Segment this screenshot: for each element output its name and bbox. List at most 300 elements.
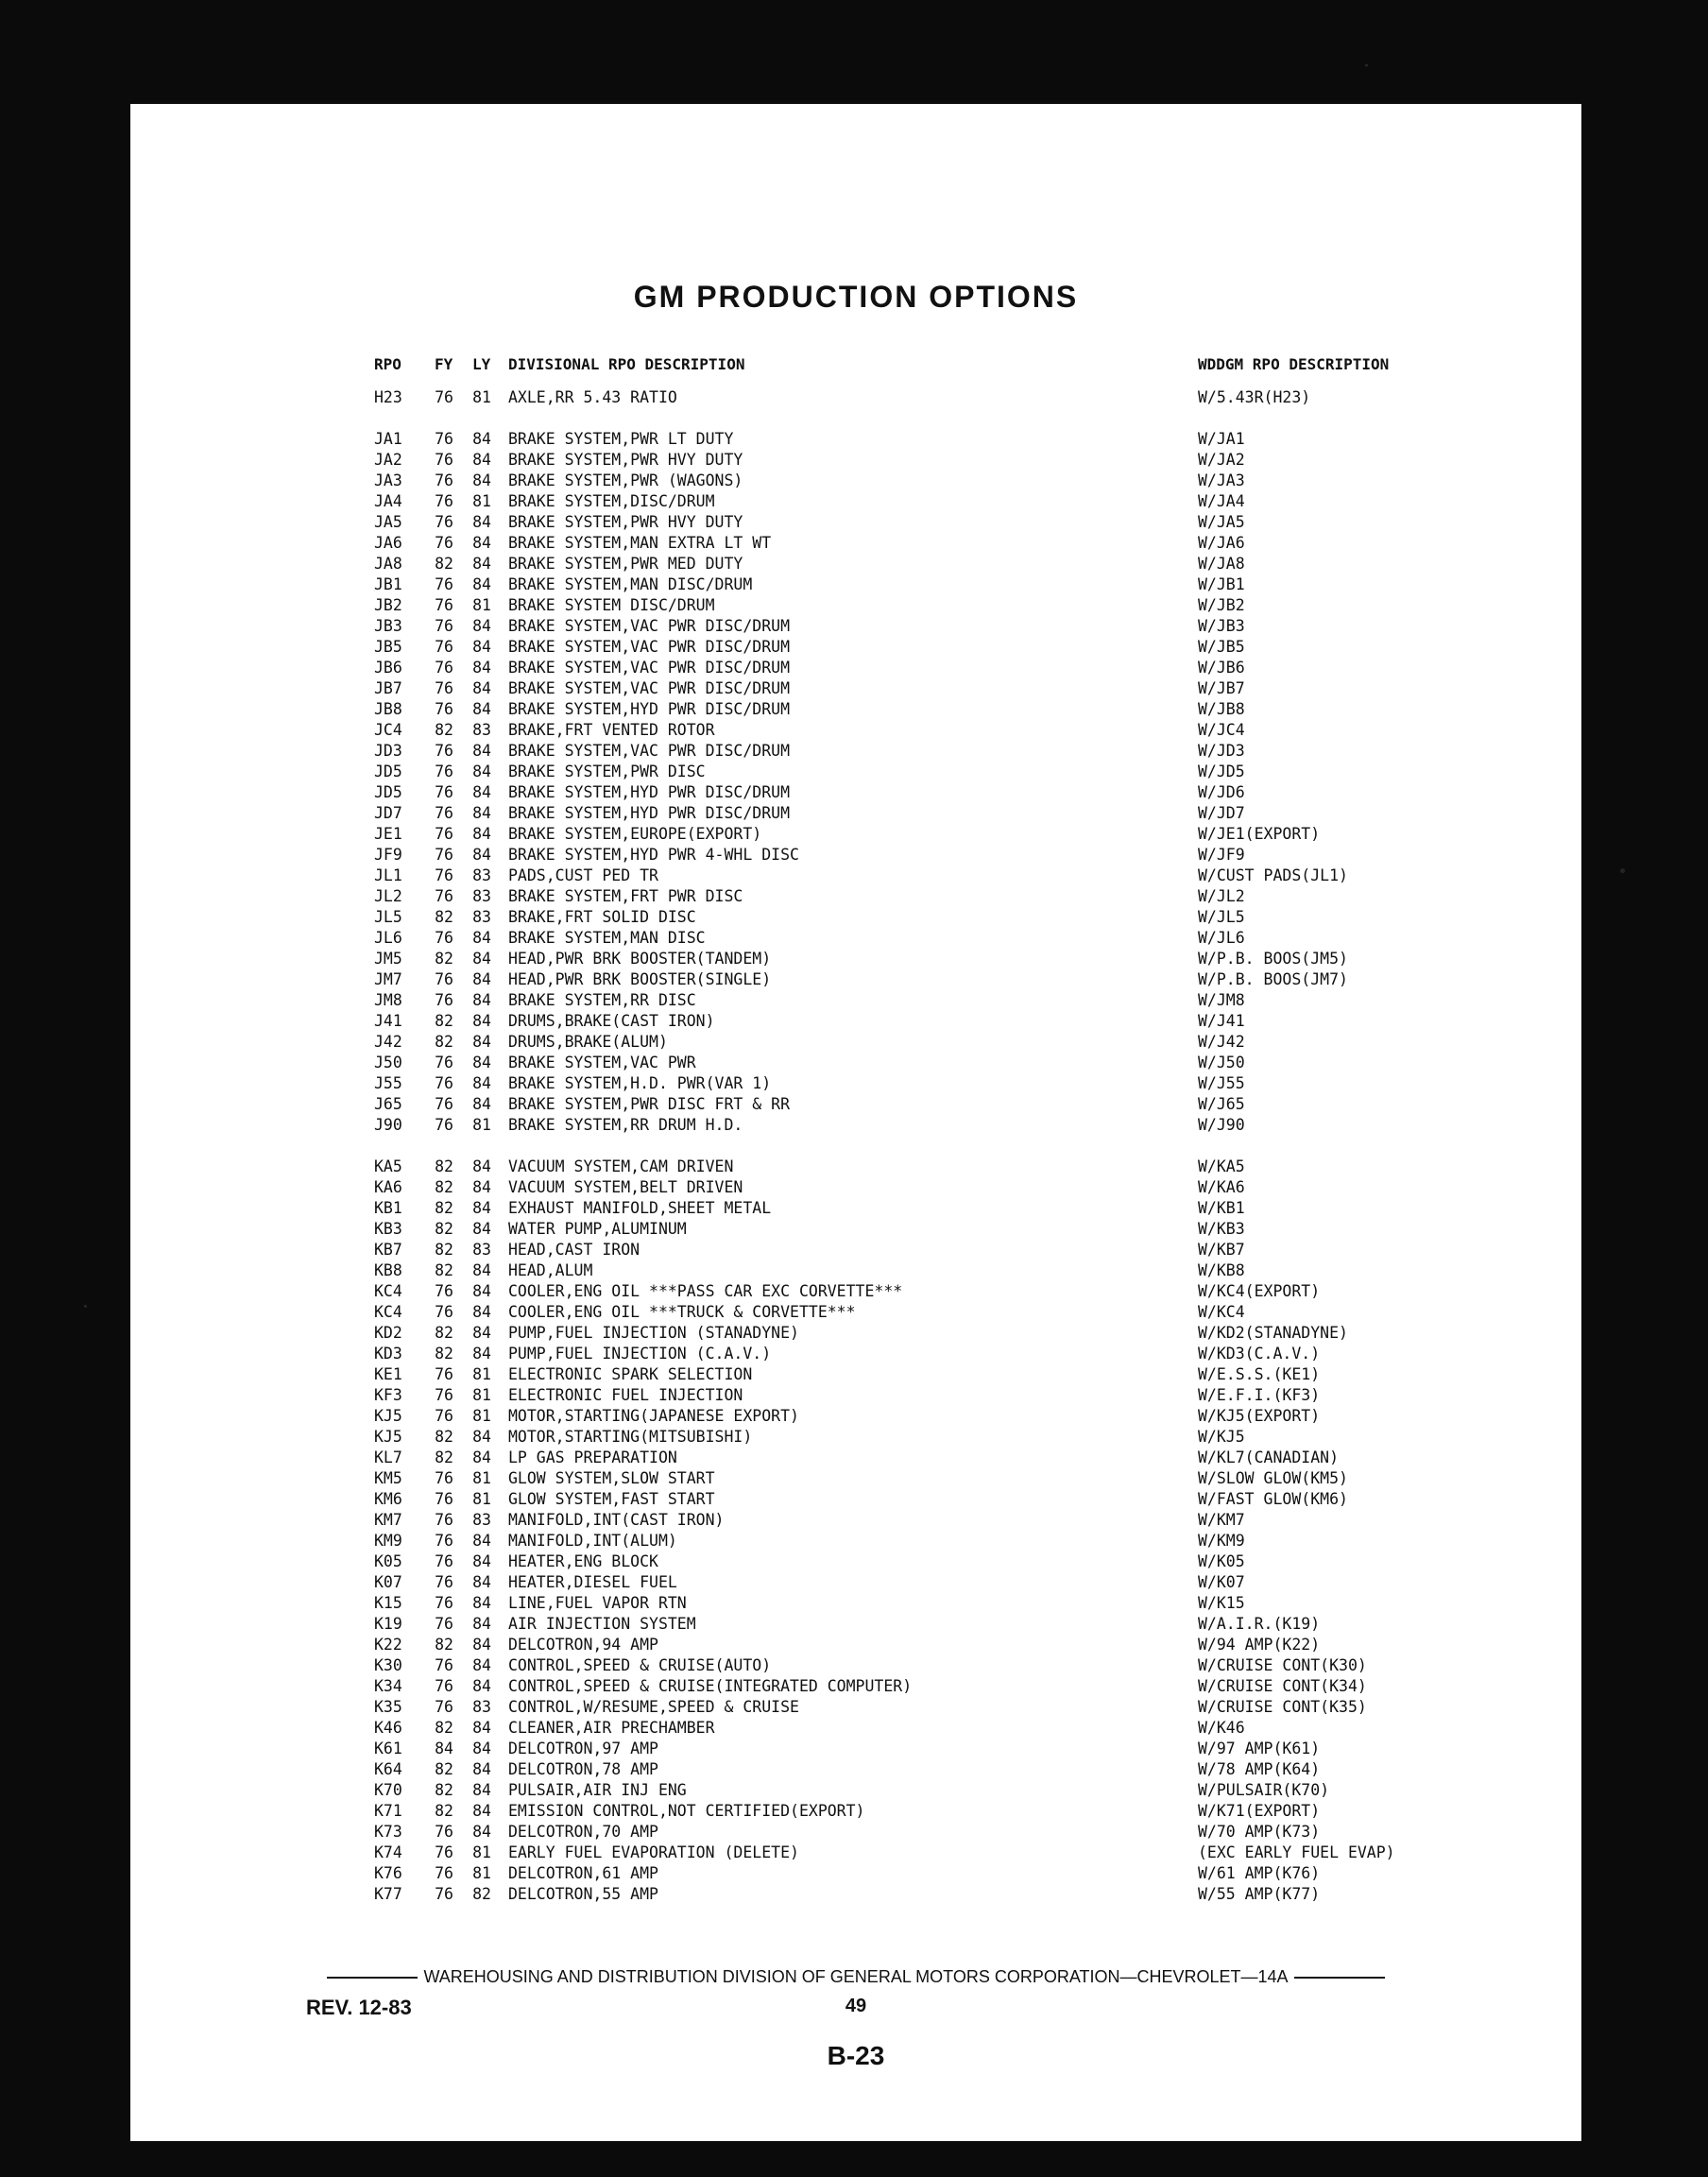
divisional-description-cell: HEAD,CAST IRON (508, 1241, 640, 1259)
fy-cell: 76 (435, 492, 453, 510)
fy-cell: 82 (435, 1261, 453, 1279)
fy-cell: 76 (435, 742, 453, 760)
wddgm-description-cell: W/KB7 (1198, 1241, 1245, 1259)
table-row (374, 1448, 1527, 1468)
table-row (374, 1489, 1527, 1510)
fy-cell: 76 (435, 430, 453, 448)
ly-cell: 81 (472, 1116, 491, 1134)
rpo-cell: KA5 (374, 1157, 402, 1175)
table-row (374, 866, 1527, 886)
ly-cell: 84 (472, 471, 491, 489)
fy-cell: 76 (435, 1552, 453, 1570)
wddgm-description-cell: W/P.B. BOOS(JM7) (1198, 970, 1348, 988)
ly-cell: 84 (472, 1012, 491, 1030)
ly-cell: 81 (472, 492, 491, 510)
ly-cell: 84 (472, 659, 491, 677)
rpo-cell: JA6 (374, 534, 402, 552)
table-row (374, 907, 1527, 928)
ly-cell: 84 (472, 1324, 491, 1342)
table-row (374, 1801, 1527, 1822)
divisional-description-cell: MOTOR,STARTING(MITSUBISHI) (508, 1428, 753, 1446)
rpo-cell: JL1 (374, 866, 402, 884)
wddgm-description-cell: W/K15 (1198, 1594, 1245, 1612)
rpo-cell: J55 (374, 1074, 402, 1092)
fy-cell: 76 (435, 471, 453, 489)
ly-cell: 84 (472, 1054, 491, 1071)
rpo-cell: JF9 (374, 846, 402, 864)
fy-cell: 82 (435, 1345, 453, 1363)
ly-cell: 84 (472, 1823, 491, 1841)
fy-cell: 76 (435, 887, 453, 905)
fy-cell: 76 (435, 534, 453, 552)
table-row (374, 1884, 1527, 1905)
wddgm-description-cell: W/FAST GLOW(KM6) (1198, 1490, 1348, 1508)
divisional-description-cell: BRAKE SYSTEM,FRT PWR DISC (508, 887, 743, 905)
fy-cell: 76 (435, 1074, 453, 1092)
wddgm-description-cell: W/J55 (1198, 1074, 1245, 1092)
ly-cell: 81 (472, 1386, 491, 1404)
divisional-description-cell: PUMP,FUEL INJECTION (C.A.V.) (508, 1345, 772, 1363)
table-row (374, 1406, 1527, 1427)
fy-cell: 76 (435, 1843, 453, 1861)
divisional-description-cell: DELCOTRON,97 AMP (508, 1740, 658, 1757)
fy-cell: 82 (435, 1760, 453, 1778)
fy-cell: 82 (435, 1448, 453, 1466)
ly-cell: 81 (472, 1365, 491, 1383)
wddgm-description-cell: W/JD6 (1198, 783, 1245, 801)
rpo-cell: KD3 (374, 1345, 402, 1363)
table-row (374, 782, 1527, 803)
wddgm-description-cell: (EXC EARLY FUEL EVAP) (1198, 1843, 1395, 1861)
rpo-cell: KA6 (374, 1178, 402, 1196)
divisional-description-cell: BRAKE SYSTEM,PWR DISC (508, 763, 706, 780)
ly-cell: 84 (472, 950, 491, 968)
fy-cell: 76 (435, 575, 453, 593)
fy-cell: 82 (435, 721, 453, 739)
header-divisional-description: DIVISIONAL RPO DESCRIPTION (508, 355, 745, 373)
rpo-cell: JL2 (374, 887, 402, 905)
divisional-description-cell: ELECTRONIC SPARK SELECTION (508, 1365, 753, 1383)
table-row (374, 1053, 1527, 1073)
ly-cell: 84 (472, 1656, 491, 1674)
divisional-description-cell: BRAKE SYSTEM,DISC/DRUM (508, 492, 715, 510)
divisional-description-cell: CONTROL,SPEED & CRUISE(AUTO) (508, 1656, 772, 1674)
wddgm-description-cell: W/55 AMP(K77) (1198, 1885, 1321, 1903)
table-row (374, 554, 1527, 574)
divisional-description-cell: BRAKE SYSTEM,MAN DISC (508, 929, 706, 947)
wddgm-description-cell: W/JL6 (1198, 929, 1245, 947)
wddgm-description-cell: W/KD3(C.A.V.) (1198, 1345, 1321, 1363)
fy-cell: 76 (435, 1095, 453, 1113)
wddgm-description-cell: W/JB1 (1198, 575, 1245, 593)
fy-cell: 76 (435, 825, 453, 843)
wddgm-description-cell: W/94 AMP(K22) (1198, 1636, 1321, 1654)
rpo-cell: K70 (374, 1781, 402, 1799)
fy-cell: 82 (435, 1324, 453, 1342)
table-row (374, 1281, 1527, 1302)
rpo-cell: K46 (374, 1719, 402, 1737)
fy-cell: 82 (435, 1428, 453, 1446)
rpo-cell: JB1 (374, 575, 402, 593)
table-row (374, 1863, 1527, 1884)
divisional-description-cell: LINE,FUEL VAPOR RTN (508, 1594, 687, 1612)
footer-rule-right (1294, 1977, 1385, 1979)
ly-cell: 84 (472, 929, 491, 947)
fy-cell: 76 (435, 846, 453, 864)
wddgm-description-cell: W/J42 (1198, 1033, 1245, 1051)
rpo-cell: J50 (374, 1054, 402, 1071)
ly-cell: 84 (472, 617, 491, 635)
fy-cell: 76 (435, 991, 453, 1009)
ly-cell: 84 (472, 1760, 491, 1778)
ly-cell: 81 (472, 1843, 491, 1861)
rpo-cell: JB2 (374, 596, 402, 614)
wddgm-description-cell: W/70 AMP(K73) (1198, 1823, 1321, 1841)
divisional-description-cell: AXLE,RR 5.43 RATIO (508, 388, 677, 406)
wddgm-description-cell: W/K46 (1198, 1719, 1245, 1737)
divisional-description-cell: BRAKE SYSTEM,EUROPE(EXPORT) (508, 825, 762, 843)
wddgm-description-cell: W/KC4(EXPORT) (1198, 1282, 1321, 1300)
rpo-cell: JA5 (374, 513, 402, 531)
table-row (374, 1240, 1527, 1260)
wddgm-description-cell: W/CUST PADS(JL1) (1198, 866, 1348, 884)
ly-cell: 84 (472, 1282, 491, 1300)
ly-cell: 81 (472, 1407, 491, 1425)
ly-cell: 81 (472, 1490, 491, 1508)
divisional-description-cell: MANIFOLD,INT(CAST IRON) (508, 1511, 725, 1529)
rpo-cell: JD7 (374, 804, 402, 822)
fy-cell: 82 (435, 1241, 453, 1259)
wddgm-description-cell: W/KB1 (1198, 1199, 1245, 1217)
rpo-cell: J42 (374, 1033, 402, 1051)
ly-cell: 84 (472, 825, 491, 843)
table-row (374, 699, 1527, 720)
table-row (374, 1115, 1527, 1136)
fy-cell: 84 (435, 1740, 453, 1757)
wddgm-description-cell: W/97 AMP(K61) (1198, 1740, 1321, 1757)
ly-cell: 83 (472, 908, 491, 926)
rpo-cell: KM6 (374, 1490, 402, 1508)
ly-cell: 84 (472, 1345, 491, 1363)
ly-cell: 82 (472, 1885, 491, 1903)
divisional-description-cell: BRAKE SYSTEM,PWR MED DUTY (508, 555, 743, 573)
wddgm-description-cell: W/J50 (1198, 1054, 1245, 1071)
wddgm-description-cell: W/J41 (1198, 1012, 1245, 1030)
ly-cell: 84 (472, 555, 491, 573)
rpo-cell: K76 (374, 1864, 402, 1882)
ly-cell: 84 (472, 679, 491, 697)
wddgm-description-cell: W/K71(EXPORT) (1198, 1802, 1321, 1820)
fy-cell: 82 (435, 1636, 453, 1654)
divisional-description-cell: HEAD,PWR BRK BOOSTER(TANDEM) (508, 950, 772, 968)
table-row (374, 928, 1527, 949)
divisional-description-cell: BRAKE SYSTEM,VAC PWR DISC/DRUM (508, 617, 791, 635)
table-row (374, 1593, 1527, 1614)
rpo-cell: KB7 (374, 1241, 402, 1259)
divisional-description-cell: LP GAS PREPARATION (508, 1448, 677, 1466)
wddgm-description-cell: W/KL7(CANADIAN) (1198, 1448, 1340, 1466)
wddgm-description-cell: W/J90 (1198, 1116, 1245, 1134)
ly-cell: 84 (472, 742, 491, 760)
fy-cell: 76 (435, 1532, 453, 1550)
divisional-description-cell: BRAKE SYSTEM DISC/DRUM (508, 596, 715, 614)
rpo-cell: K07 (374, 1573, 402, 1591)
wddgm-description-cell: W/JA8 (1198, 555, 1245, 573)
divisional-description-cell: COOLER,ENG OIL ***TRUCK & CORVETTE*** (508, 1303, 856, 1321)
fy-cell: 82 (435, 950, 453, 968)
wddgm-description-cell: W/JE1(EXPORT) (1198, 825, 1321, 843)
ly-cell: 84 (472, 638, 491, 656)
rpo-cell: JB7 (374, 679, 402, 697)
table-row (374, 1531, 1527, 1551)
rpo-cell: JB6 (374, 659, 402, 677)
wddgm-description-cell: W/JL2 (1198, 887, 1245, 905)
divisional-description-cell: HEATER,DIESEL FUEL (508, 1573, 677, 1591)
divisional-description-cell: PULSAIR,AIR INJ ENG (508, 1781, 687, 1799)
rpo-cell: KB8 (374, 1261, 402, 1279)
ly-cell: 84 (472, 1677, 491, 1695)
rpo-cell: JA2 (374, 451, 402, 469)
rpo-cell: KL7 (374, 1448, 402, 1466)
section-number: B-23 (827, 2041, 885, 2070)
header-ly: LY (472, 355, 491, 373)
ly-cell: 84 (472, 804, 491, 822)
divisional-description-cell: BRAKE,FRT VENTED ROTOR (508, 721, 715, 739)
fy-cell: 76 (435, 596, 453, 614)
divisional-description-cell: BRAKE SYSTEM,H.D. PWR(VAR 1) (508, 1074, 772, 1092)
fy-cell: 76 (435, 929, 453, 947)
table-row (374, 1157, 1527, 1177)
fy-cell: 76 (435, 513, 453, 531)
ly-cell: 84 (472, 1033, 491, 1051)
wddgm-description-cell: W/JA3 (1198, 471, 1245, 489)
ly-cell: 84 (472, 1074, 491, 1092)
rpo-cell: JD5 (374, 763, 402, 780)
fy-cell: 76 (435, 1054, 453, 1071)
header-fy: FY (435, 355, 453, 373)
ly-cell: 84 (472, 1615, 491, 1633)
fy-cell: 76 (435, 1594, 453, 1612)
wddgm-description-cell: W/K07 (1198, 1573, 1245, 1591)
wddgm-description-cell: W/JB2 (1198, 596, 1245, 614)
divisional-description-cell: BRAKE SYSTEM,PWR HVY DUTY (508, 451, 743, 469)
rpo-cell: KD2 (374, 1324, 402, 1342)
table-row (374, 1718, 1527, 1739)
wddgm-description-cell: W/JD7 (1198, 804, 1245, 822)
wddgm-description-cell: W/JB7 (1198, 679, 1245, 697)
ly-cell: 84 (472, 1095, 491, 1113)
fy-cell: 76 (435, 804, 453, 822)
divisional-description-cell: BRAKE SYSTEM,VAC PWR DISC/DRUM (508, 659, 791, 677)
ly-cell: 84 (472, 513, 491, 531)
ly-cell: 84 (472, 575, 491, 593)
divisional-description-cell: BRAKE SYSTEM,HYD PWR 4-WHL DISC (508, 846, 799, 864)
rpo-cell: K05 (374, 1552, 402, 1570)
wddgm-description-cell: W/KA5 (1198, 1157, 1245, 1175)
table-row (374, 969, 1527, 990)
divisional-description-cell: BRAKE SYSTEM,PWR HVY DUTY (508, 513, 743, 531)
wddgm-description-cell: W/JA5 (1198, 513, 1245, 531)
fy-cell: 76 (435, 1823, 453, 1841)
table-row (374, 1198, 1527, 1219)
rpo-cell: JB3 (374, 617, 402, 635)
ly-cell: 84 (472, 430, 491, 448)
fy-cell: 76 (435, 1698, 453, 1716)
wddgm-description-cell: W/5.43R(H23) (1198, 388, 1311, 406)
divisional-description-cell: BRAKE SYSTEM,VAC PWR (508, 1054, 696, 1071)
table-row (374, 1697, 1527, 1718)
ly-cell: 84 (472, 1636, 491, 1654)
wddgm-description-cell: W/JB8 (1198, 700, 1245, 718)
wddgm-description-cell: W/KJ5 (1198, 1428, 1245, 1446)
table-row (374, 720, 1527, 741)
fy-cell: 82 (435, 555, 453, 573)
rpo-cell: K22 (374, 1636, 402, 1654)
rpo-cell: K30 (374, 1656, 402, 1674)
fy-cell: 76 (435, 1656, 453, 1674)
header-rpo: RPO (374, 355, 401, 373)
fy-cell: 82 (435, 1719, 453, 1737)
rpo-cell: J41 (374, 1012, 402, 1030)
rpo-cell: JD5 (374, 783, 402, 801)
group-spacer (374, 408, 1527, 429)
table-row (374, 1177, 1527, 1198)
rpo-cell: JL5 (374, 908, 402, 926)
table-row (374, 1011, 1527, 1032)
rpo-cell: KE1 (374, 1365, 402, 1383)
rpo-cell: JA1 (374, 430, 402, 448)
fy-cell: 76 (435, 763, 453, 780)
divisional-description-cell: CLEANER,AIR PRECHAMBER (508, 1719, 715, 1737)
divisional-description-cell: MANIFOLD,INT(ALUM) (508, 1532, 677, 1550)
wddgm-description-cell: W/JL5 (1198, 908, 1245, 926)
rpo-cell: KJ5 (374, 1428, 402, 1446)
fy-cell: 82 (435, 1199, 453, 1217)
divisional-description-cell: DELCOTRON,94 AMP (508, 1636, 658, 1654)
divisional-description-cell: PADS,CUST PED TR (508, 866, 658, 884)
footer-rule-left (327, 1977, 418, 1979)
table-row (374, 637, 1527, 658)
rpo-cell: KB3 (374, 1220, 402, 1238)
divisional-description-cell: DRUMS,BRAKE(CAST IRON) (508, 1012, 715, 1030)
fy-cell: 82 (435, 1178, 453, 1196)
divisional-description-cell: EMISSION CONTROL,NOT CERTIFIED(EXPORT) (508, 1802, 865, 1820)
ly-cell: 84 (472, 1220, 491, 1238)
table-row (374, 886, 1527, 907)
table-row (374, 1510, 1527, 1531)
table-row (374, 1094, 1527, 1115)
ly-cell: 84 (472, 1740, 491, 1757)
table-row (374, 1344, 1527, 1364)
wddgm-description-cell: W/J65 (1198, 1095, 1245, 1113)
ly-cell: 84 (472, 1781, 491, 1799)
ly-cell: 83 (472, 887, 491, 905)
table-row (374, 429, 1527, 450)
wddgm-description-cell: W/KC4 (1198, 1303, 1245, 1321)
wddgm-description-cell: W/KM7 (1198, 1511, 1245, 1529)
divisional-description-cell: BRAKE SYSTEM,PWR LT DUTY (508, 430, 734, 448)
fy-cell: 76 (435, 1864, 453, 1882)
rpo-cell: JA3 (374, 471, 402, 489)
rpo-cell: JB8 (374, 700, 402, 718)
fy-cell: 76 (435, 1511, 453, 1529)
rpo-cell: KC4 (374, 1303, 402, 1321)
wddgm-description-cell: W/JA1 (1198, 430, 1245, 448)
fy-cell: 76 (435, 866, 453, 884)
divisional-description-cell: GLOW SYSTEM,FAST START (508, 1490, 715, 1508)
fy-cell: 76 (435, 1573, 453, 1591)
fy-cell: 76 (435, 1677, 453, 1695)
ly-cell: 84 (472, 1719, 491, 1737)
fy-cell: 76 (435, 1365, 453, 1383)
fy-cell: 76 (435, 1615, 453, 1633)
table-row (374, 450, 1527, 471)
ly-cell: 83 (472, 721, 491, 739)
divisional-description-cell: WATER PUMP,ALUMINUM (508, 1220, 687, 1238)
table-row (374, 1739, 1527, 1759)
wddgm-description-cell: W/KB3 (1198, 1220, 1245, 1238)
fy-cell: 76 (435, 1386, 453, 1404)
wddgm-description-cell: W/KB8 (1198, 1261, 1245, 1279)
divisional-description-cell: BRAKE,FRT SOLID DISC (508, 908, 696, 926)
divisional-description-cell: EARLY FUEL EVAPORATION (DELETE) (508, 1843, 799, 1861)
table-row (374, 616, 1527, 637)
table-row (374, 533, 1527, 554)
rpo-cell: K35 (374, 1698, 402, 1716)
ly-cell: 84 (472, 1448, 491, 1466)
divisional-description-cell: GLOW SYSTEM,SLOW START (508, 1469, 715, 1487)
ly-cell: 84 (472, 1199, 491, 1217)
divisional-description-cell: DRUMS,BRAKE(ALUM) (508, 1033, 668, 1051)
ly-cell: 84 (472, 534, 491, 552)
table-row (374, 1822, 1527, 1843)
table-row (374, 1323, 1527, 1344)
table-row (374, 1759, 1527, 1780)
wddgm-description-cell: W/JF9 (1198, 846, 1245, 864)
fy-cell: 76 (435, 659, 453, 677)
rpo-cell: K71 (374, 1802, 402, 1820)
table-row (374, 762, 1527, 782)
ly-cell: 84 (472, 1178, 491, 1196)
table-row (374, 471, 1527, 491)
divisional-description-cell: PUMP,FUEL INJECTION (STANADYNE) (508, 1324, 799, 1342)
rpo-cell: JM5 (374, 950, 402, 968)
rpo-cell: H23 (374, 388, 402, 406)
rpo-cell: K73 (374, 1823, 402, 1841)
table-row (374, 1302, 1527, 1323)
divisional-description-cell: BRAKE SYSTEM,PWR (WAGONS) (508, 471, 743, 489)
fy-cell: 76 (435, 1116, 453, 1134)
table-row (374, 1843, 1527, 1863)
table-row (374, 1655, 1527, 1676)
wddgm-description-cell: W/KJ5(EXPORT) (1198, 1407, 1321, 1425)
divisional-description-cell: BRAKE SYSTEM,RR DISC (508, 991, 696, 1009)
table-row (374, 803, 1527, 824)
table-row (374, 1032, 1527, 1053)
footer-division-line (130, 1967, 1581, 1987)
divisional-description-cell: CONTROL,W/RESUME,SPEED & CRUISE (508, 1698, 799, 1716)
fy-cell: 76 (435, 1303, 453, 1321)
rpo-cell: K61 (374, 1740, 402, 1757)
rpo-cell: KB1 (374, 1199, 402, 1217)
wddgm-description-cell: W/CRUISE CONT(K30) (1198, 1656, 1367, 1674)
divisional-description-cell: ELECTRONIC FUEL INJECTION (508, 1386, 743, 1404)
table-row (374, 1468, 1527, 1489)
ly-cell: 84 (472, 1802, 491, 1820)
fy-cell: 76 (435, 1407, 453, 1425)
divisional-description-cell: BRAKE SYSTEM,VAC PWR DISC/DRUM (508, 679, 791, 697)
fy-cell: 76 (435, 1469, 453, 1487)
